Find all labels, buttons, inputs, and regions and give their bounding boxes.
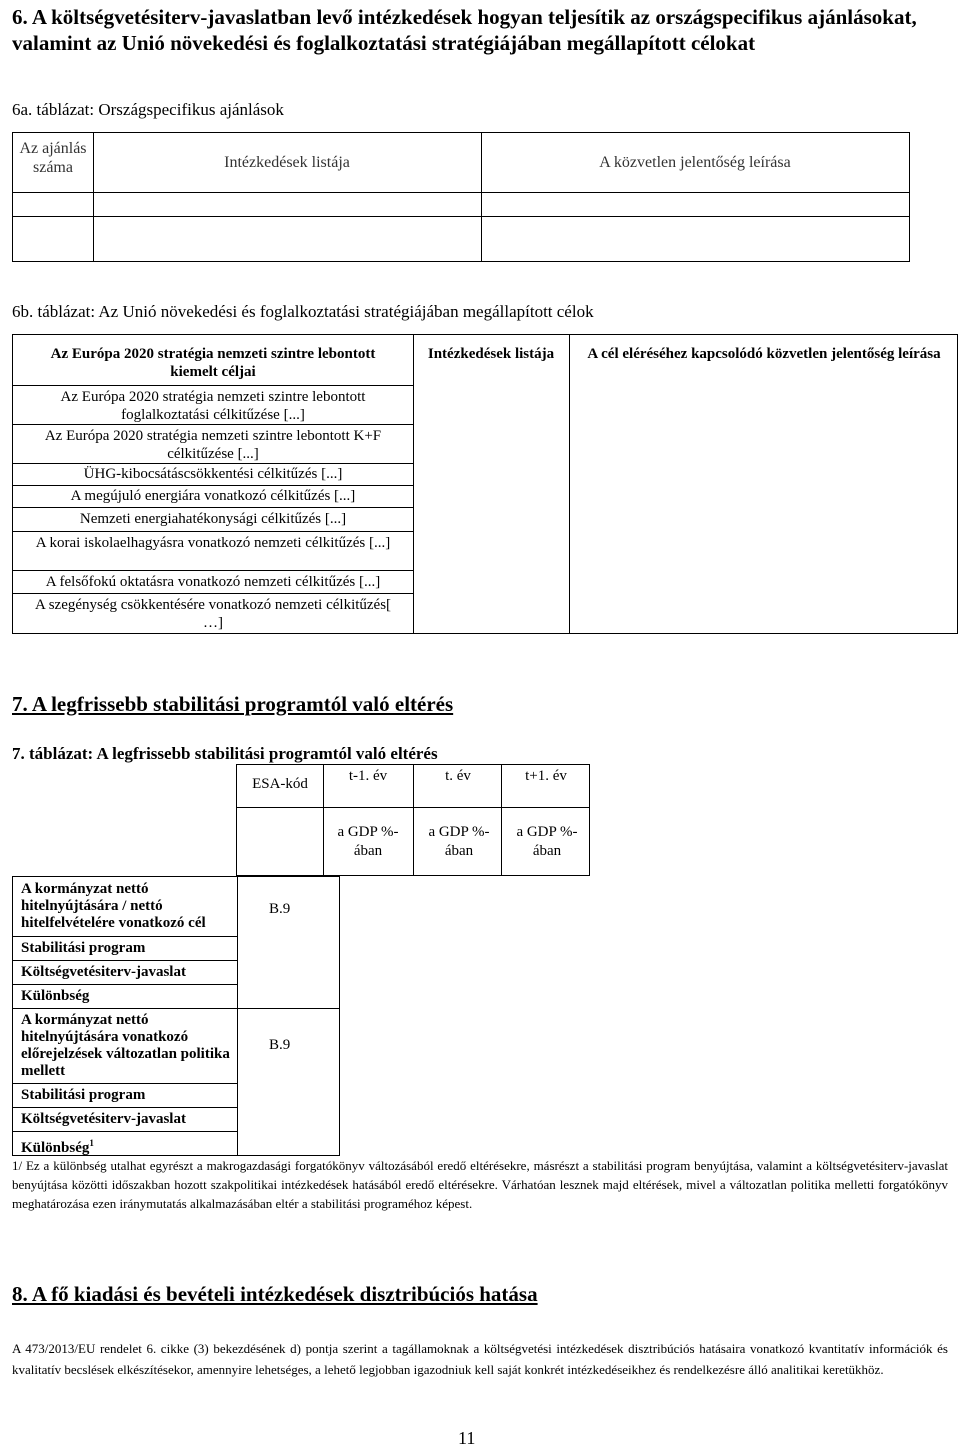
section-6-heading: 6. A költségvetésiterv-javaslatban levő intézkedések hogyan teljesítik az országspecifikus ajánlásokat, valamint az Unió növekedési és foglalkoztatási stratégiájában megállapított célokat bbox=[12, 5, 917, 55]
col-recommendation-number: Az ajánlás száma bbox=[19, 140, 87, 176]
table-7 bbox=[12, 876, 340, 1156]
footnote: 1/ Ez a különbség utalhat egyrészt a makrogazdasági forgatókönyv változásából eredő eltérésekre, másrészt a stabilitási program benyújtása, valamint a költségvetésiterv-javaslat benyújtása közötti időszakban hozott szakpolitikai intézkedések hatásából eredő eltérésekre. Várhatóan lesznek majd eltérések, mivel a változatlan politika melletti forgatókönyv meghatározása ezen iránymutatás alkalmazásában eltér a stabilitási programéhoz képest. bbox=[12, 1158, 948, 1211]
row-label: Stabilitási program bbox=[21, 940, 146, 956]
list-item: ÜHG-kibocsátáscsökkentési célkitűzés [...] bbox=[83, 466, 343, 482]
table-6a bbox=[12, 132, 910, 262]
year-header-t-minus-1: t-1. év bbox=[348, 768, 388, 784]
list-item: A szegénység csökkentésére vonatkozó nemzeti célkitűzés[ …] bbox=[34, 597, 392, 631]
table-6a-caption: 6a. táblázat: Országspecifikus ajánlások bbox=[12, 100, 284, 119]
footnote-marker: 1 bbox=[89, 1138, 94, 1148]
col-measures-list: Intézkedések listája bbox=[427, 346, 555, 362]
row-target-label: A kormányzat nettó hitelnyújtására / nettó hitelfelvételére vonatkozó cél bbox=[21, 881, 206, 931]
row-forecast-label: A kormányzat nettó hitelnyújtására vonatkozó előrejelzések változatlan politika mellett bbox=[21, 1012, 230, 1079]
unit-header: a GDP %-ában bbox=[428, 824, 490, 859]
row-label: Költségvetésiterv-javaslat bbox=[21, 964, 186, 980]
unit-header: a GDP %-ában bbox=[516, 824, 578, 859]
list-item: A korai iskolaelhagyásra vonatkozó nemzeti célkitűzés [...] bbox=[35, 535, 391, 551]
row-label: Különbség bbox=[21, 988, 90, 1004]
row-label: Különbség$^1$ bbox=[21, 1138, 94, 1156]
esa-code: B.9 bbox=[269, 1037, 291, 1053]
col-europe2020-targets: Az Európa 2020 stratégia nemzeti szintre lebontott kiemelt céljai bbox=[50, 346, 376, 380]
table-7-caption: 7. táblázat: A legfrissebb stabilitási programtól való eltérés bbox=[12, 744, 438, 763]
row-label: Költségvetésiterv-javaslat bbox=[21, 1111, 186, 1127]
page-number: 11 bbox=[458, 1428, 476, 1448]
col-measures-list: Intézkedések listája bbox=[224, 154, 350, 171]
esa-code: B.9 bbox=[269, 901, 291, 917]
row-label: Stabilitási program bbox=[21, 1087, 146, 1103]
table-7-header bbox=[236, 764, 590, 876]
section-8-paragraph: A 473/2013/EU rendelet 6. cikke (3) bekezdésének d) pontja szerint a tagállamoknak a költségvetési intézkedések disztribúciós hatásaira vonatkozó kvantitatív információk és kvalitatív becslések elkészítésekor, amennyire lehetséges, a lehető legjobban igazodniuk kell saját konkrét intézkedéseikhez és rendelkezésre álló analitikai keretükhöz. bbox=[12, 1341, 948, 1377]
list-item: Nemzeti energiahatékonysági célkitűzés [...] bbox=[79, 511, 347, 527]
section-8-heading: 8. A fő kiadási és bevételi intézkedések disztribúciós hatása bbox=[12, 1282, 538, 1306]
col-relevance-description: A közvetlen jelentőség leírása bbox=[599, 154, 791, 171]
list-item: A felsőfokú oktatásra vonatkozó nemzeti célkitűzés [...] bbox=[45, 574, 381, 590]
table-6b-caption: 6b. táblázat: Az Unió növekedési és foglalkoztatási stratégiájában megállapított célok bbox=[12, 302, 594, 321]
table-6b bbox=[12, 334, 958, 634]
unit-header: a GDP %-ában bbox=[337, 824, 399, 859]
year-header-t: t. év bbox=[445, 768, 471, 784]
list-item: Az Európa 2020 stratégia nemzeti szintre lebontott K+F célkitűzése [...] bbox=[44, 428, 382, 462]
list-item: A megújuló energiára vonatkozó célkitűzés [...] bbox=[70, 488, 356, 504]
year-header-t-plus-1: t+1. év bbox=[525, 768, 567, 784]
col-target-relevance: A cél eléréséhez kapcsolódó közvetlen jelentőség leírása bbox=[587, 346, 941, 362]
list-item: Az Európa 2020 stratégia nemzeti szintre lebontott foglalkoztatási célkitűzése [...] bbox=[60, 389, 366, 423]
section-7-heading: 7. A legfrissebb stabilitási programtól való eltérés bbox=[12, 692, 454, 716]
esa-code-header: ESA-kód bbox=[252, 776, 308, 792]
